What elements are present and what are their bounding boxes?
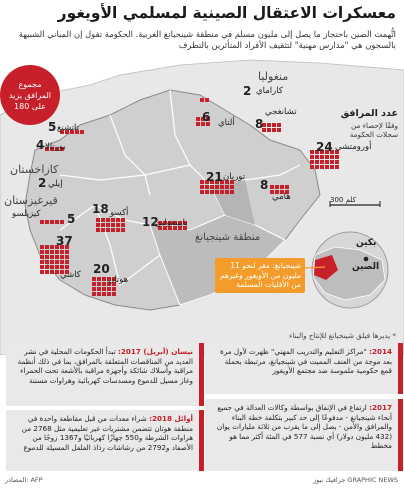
card-text: تبدأ الحكومات المحلية في نشر العديد من المناقصات المتعلقة بالمرافق، بما في ذلك أنظمة مراقبة وأسلاك شائكة وأجهزة مراقبة بالأشعة تحت الحمراء وغاز مسيل للدموع ومسدسات كهربائية وهراوات مسننة [17, 347, 193, 385]
label-turpan: توربان [223, 172, 246, 182]
label-bortala: بورتالا [45, 142, 66, 152]
card-accent-bar [199, 410, 204, 471]
legend-subtitle: وفقًا لإحصاء من سجلات الحكومة [349, 121, 398, 139]
page-title: معسكرات الاعتقال الصينية لمسلمي الأويغور [57, 4, 396, 22]
card-text: "مراكز التعليم والتدريب المهني" ظهرت لأول مرة بعد موجة من العنف المميت في شينجيانغ، مرتبطة بحملة قمع حكومية ملموسة ضد مجتمع الأويغور [220, 347, 392, 376]
count-ili: 2 [38, 176, 47, 190]
count-kizilsu: 5 [67, 212, 76, 226]
label-changji: تشانغجي [265, 107, 297, 117]
card-date: أوائل 2018: [149, 414, 193, 423]
count-bayingolin: 12 [142, 215, 159, 229]
label-karamay: كاراماي [256, 86, 283, 96]
timeline-card-early-2018 [6, 410, 199, 471]
total-facilities-badge: مجموع المرافق يزيد على 180 [0, 65, 60, 125]
count-tacheng: 5 [48, 120, 57, 134]
xinjiang-map [0, 55, 404, 355]
count-changji: 8 [255, 117, 264, 131]
card-date: نيسان (أبريل) 2017: [118, 347, 193, 356]
count-kashgar: 37 [56, 234, 73, 248]
page-subtitle: اتُّهمت الصين باحتجاز ما يصل إلى مليون مسلم في منطقة شينجيانغ الغربية. الحكومة تقول إن المباني الشبيهة بالسجون هي "مدارس مهنية" لتثقيف الأفراد المتأثرين بالتطرف [18, 29, 396, 50]
source-credit: المصادر: AFP [5, 476, 43, 484]
label-xinjiang-region: منطقة شينجيانغ [195, 232, 261, 243]
label-kashgar: كاشي [60, 270, 81, 280]
label-ili: إيلي [48, 179, 63, 189]
card-text: شراء معدات من قبل مقاطعة واحدة في منطقة هوتان تتضمن مشتريات غير تعليمية مثل 2768 من هراوات الشرطة و550 جهازًا كهربائيًا و1367 زوجًا من الأصفاد و2792 من رشاشات رذاذ الفلفل المسيلة للدموع [21, 414, 193, 452]
count-aksu: 18 [92, 202, 109, 216]
card-date: 2017: [369, 403, 392, 412]
count-hami: 8 [260, 178, 269, 192]
footnote: * يديرها فيلق شينجيانغ للإنتاج والبناء [289, 331, 396, 340]
timeline-card-2014 [205, 343, 398, 394]
label-kyrgyzstan: قيرغيزستان [4, 194, 58, 207]
label-urumqi: أورومتشي [335, 142, 372, 152]
card-accent-bar [398, 399, 403, 471]
card-accent-bar [398, 343, 403, 394]
card-accent-bar [199, 343, 204, 406]
label-hami: هامي [272, 192, 291, 202]
label-mongolia: منغوليا [258, 70, 289, 83]
count-hotan: 20 [93, 262, 110, 276]
count-urumqi: 24 [316, 140, 333, 154]
label-hotan: هوتان [108, 275, 129, 285]
count-karamay: 2 [243, 84, 252, 98]
count-turpan: 21 [206, 170, 223, 184]
label-kizilsu: كيزيلسو [12, 209, 41, 219]
label-kazakhstan: كازاخستان [10, 163, 59, 176]
xinjiang-callout: شينجيانغ: مقر لنحو 11 مليون من الأويغور وغيرهم من الأقليات المسلمة [215, 258, 305, 293]
graphic-credit: GRAPHIC NEWS جرافيك نيوز [313, 476, 398, 484]
label-altay: ألتاي [218, 118, 235, 128]
timeline-card-2017 [205, 399, 398, 471]
card-date: 2014: [369, 347, 392, 356]
inset-china-label: الصين [352, 262, 380, 272]
card-text: ارتفاع في الإنفاق بواسطة وكالات العدالة في جميع أنحاء شينجيانغ - مدفوعًا إلى حد كبير بتكلفة خطة البناء والمرافق والأمن - يصل إلى ما يقرب من ثلاثة مليارات يوان (432 مليون دولار) أي نسبة 577 في المئة أكثر مما هو مخطط [216, 403, 392, 451]
label-bayingolin: بايينغولين [155, 218, 188, 228]
label-aksu: أكسو [110, 208, 129, 218]
count-bortala: 4 [36, 138, 45, 152]
legend-title: عدد المرافق [340, 108, 398, 119]
count-altay: 6 [202, 110, 211, 124]
timeline-card-april-2017 [6, 343, 199, 406]
inset-beijing-label: بكين [356, 238, 377, 248]
label-tacheng: تاتشنغ [57, 123, 79, 133]
kizilsu-squares [40, 220, 64, 224]
scale-label: 300 كلم [330, 196, 356, 204]
